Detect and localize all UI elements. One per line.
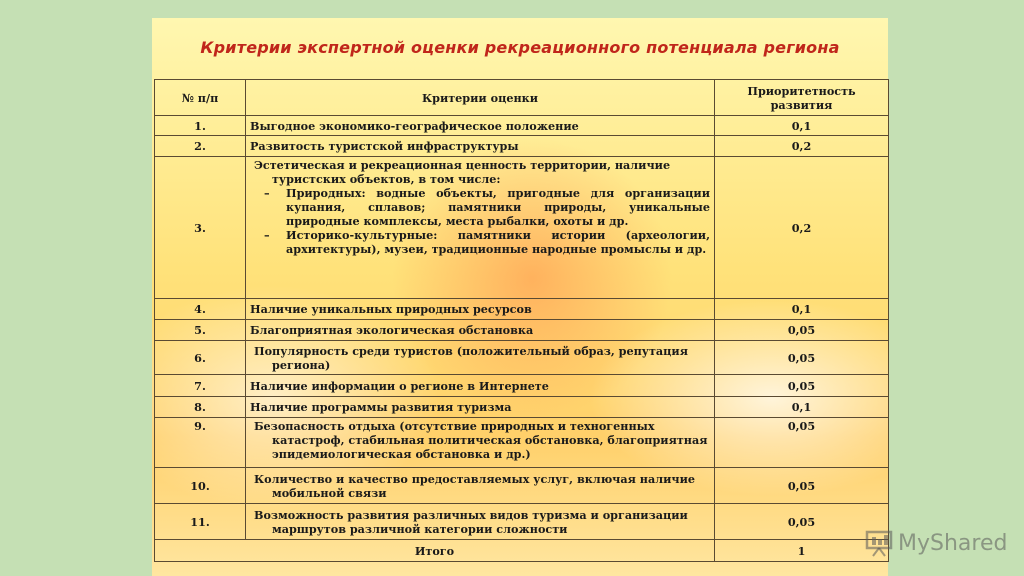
total-label: Итого bbox=[155, 540, 715, 562]
row-number: 5. bbox=[155, 320, 246, 341]
header-criterion: Критерии оценки bbox=[246, 80, 715, 116]
row-criterion-text: Количество и качество предоставляемых услуг, включая наличие мобильной связи bbox=[254, 471, 695, 500]
row-criterion bbox=[246, 341, 715, 375]
criteria-table bbox=[154, 79, 889, 562]
table-header-row bbox=[155, 80, 889, 116]
row-criterion: Выгодное экономико-географическое положение bbox=[246, 116, 715, 136]
row-number: 11. bbox=[155, 504, 246, 540]
table-row bbox=[155, 468, 889, 504]
watermark-text: MyShared bbox=[898, 530, 1008, 556]
criterion-sublist bbox=[250, 186, 710, 256]
row-priority: 0,05 bbox=[715, 341, 889, 375]
row-criterion bbox=[246, 468, 715, 504]
row-criterion-text: Популярность среди туристов (положительный образ, репутация региона) bbox=[254, 343, 688, 372]
header-priority: Приоритетность развития bbox=[715, 80, 889, 116]
slide-title: Критерии экспертной оценки рекреационного потенциала региона bbox=[200, 38, 840, 57]
row-priority: 0,05 bbox=[715, 375, 889, 397]
watermark bbox=[864, 525, 1014, 561]
row-criterion: Развитость туристской инфраструктуры bbox=[246, 136, 715, 157]
row-number: 3. bbox=[155, 157, 246, 299]
row-priority: 0,1 bbox=[715, 397, 889, 418]
row-criterion: Наличие уникальных природных ресурсов bbox=[246, 299, 715, 320]
row-criterion-text: Возможность развития различных видов туризма и организации маршрутов различной категории сложности bbox=[254, 507, 688, 536]
table-row bbox=[155, 157, 889, 299]
row-number: 2. bbox=[155, 136, 246, 157]
total-value: 1 bbox=[715, 540, 889, 562]
row-priority: 0,1 bbox=[715, 299, 889, 320]
row-priority: 0,05 bbox=[715, 504, 889, 540]
row-number: 7. bbox=[155, 375, 246, 397]
row-priority: 0,05 bbox=[715, 468, 889, 504]
row-number: 4. bbox=[155, 299, 246, 320]
row-priority: 0,05 bbox=[715, 418, 889, 468]
row-criterion bbox=[246, 157, 715, 299]
table-row bbox=[155, 320, 889, 341]
criterion-subitem: – Природных: водные объекты, пригодные для организации купания, сплавов; памятники природы, уникальные природные комплексы, места рыбалки, охоты и др. bbox=[286, 186, 710, 228]
row-priority: 0,2 bbox=[715, 136, 889, 157]
table-total-row bbox=[155, 540, 889, 562]
table-row bbox=[155, 341, 889, 375]
row-criterion: Наличие информации о регионе в Интернете bbox=[246, 375, 715, 397]
criterion-intro: Эстетическая и рекреационная ценность территории, наличие туристских объектов, в том числе: bbox=[254, 158, 671, 186]
row-number: 8. bbox=[155, 397, 246, 418]
row-number: 6. bbox=[155, 341, 246, 375]
table-row bbox=[155, 504, 889, 540]
table-row bbox=[155, 397, 889, 418]
criterion-subitem: – Историко-культурные: памятники истории (археологии, архитектуры), музеи, традиционные народные промыслы и др. bbox=[286, 228, 710, 256]
row-priority: 0,2 bbox=[715, 157, 889, 299]
table-row bbox=[155, 136, 889, 157]
row-criterion: Наличие программы развития туризма bbox=[246, 397, 715, 418]
row-criterion bbox=[246, 504, 715, 540]
slide bbox=[152, 18, 1008, 576]
table-row bbox=[155, 299, 889, 320]
row-criterion-text: Безопасность отдыха (отсутствие природных и техногенных катастроф, стабильная политическая обстановка, благоприятная эпидемиологическая обстановка и др.) bbox=[254, 419, 708, 461]
table-row bbox=[155, 375, 889, 397]
row-number: 1. bbox=[155, 116, 246, 136]
row-priority: 0,05 bbox=[715, 320, 889, 341]
row-criterion bbox=[246, 418, 715, 468]
row-criterion: Благоприятная экологическая обстановка bbox=[246, 320, 715, 341]
presentation-board-icon bbox=[864, 529, 894, 557]
table-row bbox=[155, 418, 889, 468]
row-priority: 0,1 bbox=[715, 116, 889, 136]
row-number: 10. bbox=[155, 468, 246, 504]
table-row bbox=[155, 116, 889, 136]
header-num: № п/п bbox=[155, 80, 246, 116]
row-number: 9. bbox=[155, 418, 246, 468]
